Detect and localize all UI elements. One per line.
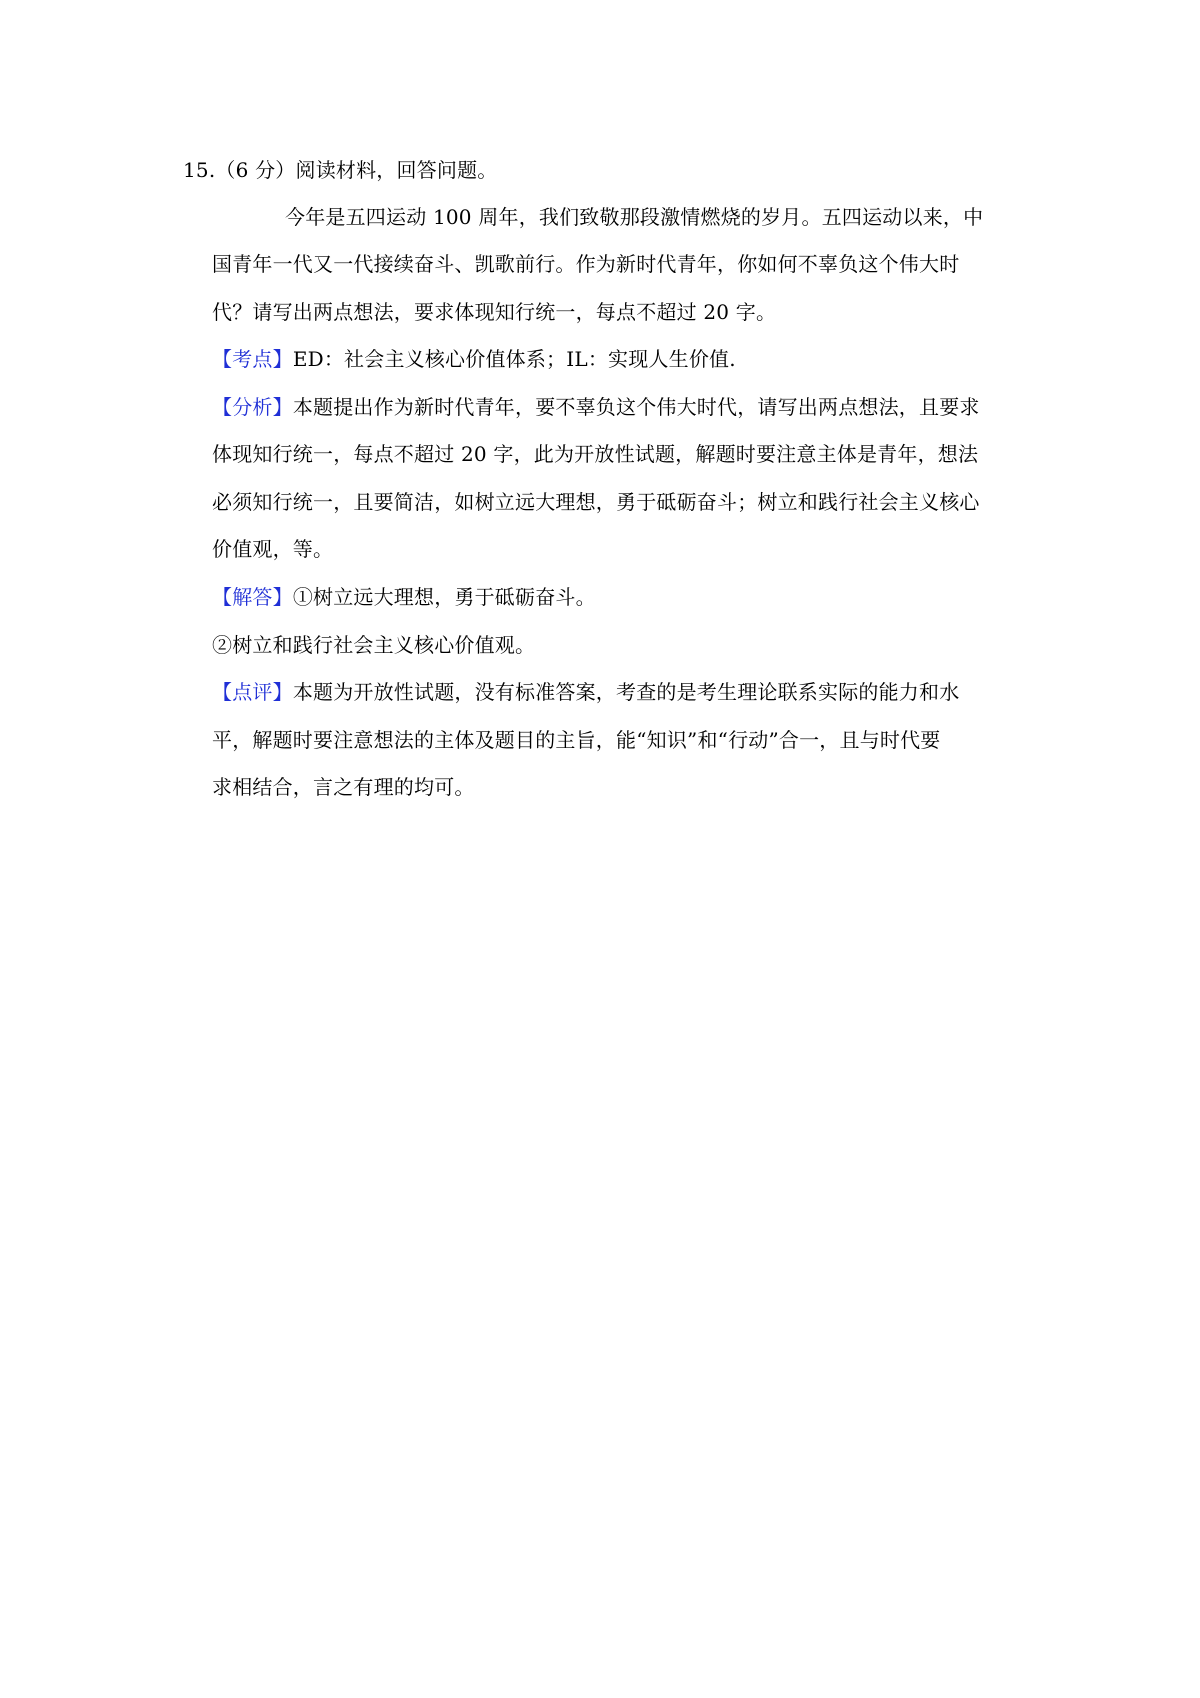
jieda-section: [212, 583, 596, 611]
material-line-2: 国青年一代又一代接续奋斗、凯歌前行。作为新时代青年，你如何不辜负这个伟大时: [212, 252, 960, 276]
dianping-line-3: 求相结合，言之有理的均可。: [212, 775, 475, 799]
fenxi-line-4: 价值观，等。: [212, 537, 334, 561]
jieda-tag: 【解答】: [212, 585, 293, 609]
fenxi-section: [212, 393, 980, 421]
dianping-tag: 【点评】: [212, 680, 293, 704]
kaodian-tag: 【考点】: [212, 347, 293, 371]
kaodian-text: ED：社会主义核心价值体系；IL：实现人生价值.: [292, 347, 736, 371]
fenxi-line-3: 必须知行统一，且要简洁，如树立远大理想，勇于砥砺奋斗；树立和践行社会主义核心: [212, 490, 980, 514]
jieda-answer-2: ②树立和践行社会主义核心价值观。: [212, 633, 536, 657]
dianping-line-2: 平，解题时要注意想法的主体及题目的主旨，能“知识”和“行动”合一，且与时代要: [212, 728, 941, 752]
dianping-first-line: 本题为开放性试题，没有标准答案，考查的是考生理论联系实际的能力和水: [292, 680, 960, 704]
material-line-3: 代？请写出两点想法，要求体现知行统一，每点不超过 20 字。: [212, 300, 777, 324]
fenxi-tag: 【分析】: [212, 395, 293, 419]
fenxi-first-line: 本题提出作为新时代青年，要不辜负这个伟大时代，请写出两点想法，且要求: [292, 395, 980, 419]
dianping-section: [212, 678, 959, 706]
question-title: 15.（6 分）阅读材料，回答问题。: [183, 158, 498, 182]
jieda-answer-1: ①树立远大理想，勇于砥砺奋斗。: [292, 585, 596, 609]
kaodian-section: [212, 345, 736, 373]
fenxi-line-2: 体现知行统一，每点不超过 20 字，此为开放性试题，解题时要注意主体是青年，想法: [212, 442, 979, 466]
material-line-1: 今年是五四运动 100 周年，我们致敬那段激情燃烧的岁月。五四运动以来，中: [285, 205, 984, 229]
